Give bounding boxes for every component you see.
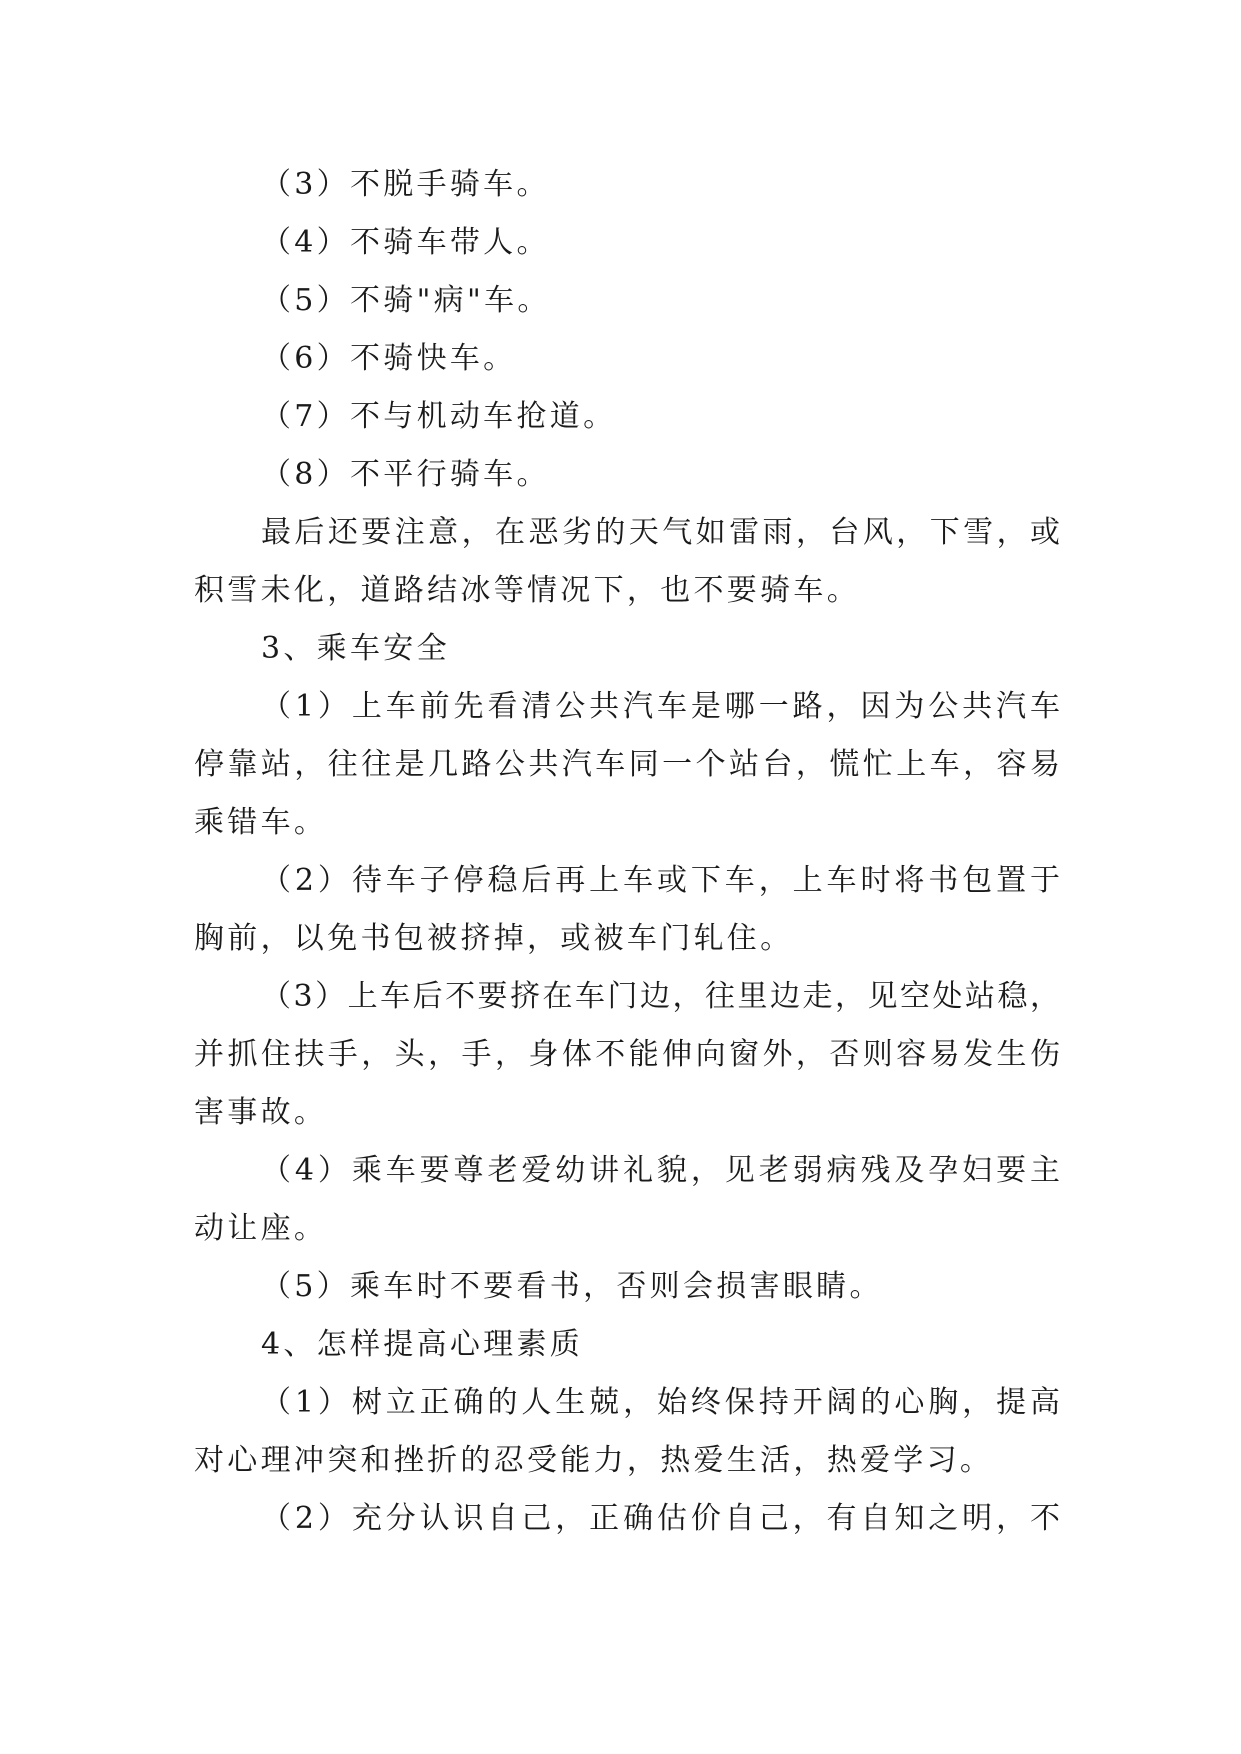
mental-item-1-line-1: （1）树立正确的人生兢，始终保持开阔的心胸，提高 <box>261 1385 1060 1420</box>
mental-item-2-line-1: （2）充分认识自己，正确估价自己，有自知之明，不 <box>261 1501 1060 1536</box>
mental-item-1-line-2: 对心理冲突和挫折的忍受能力，热爱生活，热爱学习。 <box>194 1443 994 1478</box>
section-heading-mental-quality: 4、怎样提高心理素质 <box>261 1327 584 1362</box>
section-heading-riding-safety: 3、乘车安全 <box>261 631 450 666</box>
riding-item-1-line-3: 乘错车。 <box>194 805 328 840</box>
cycling-rule-7: （7）不与机动车抢道。 <box>261 399 617 434</box>
riding-item-1-line-1: （1）上车前先看清公共汽车是哪一路，因为公共汽车 <box>261 689 1060 724</box>
cycling-closing-note-line-2: 积雪未化，道路结冰等情况下，也不要骑车。 <box>194 573 860 608</box>
riding-item-2-line-2: 胸前，以免书包被挤掉，或被车门轧住。 <box>194 921 794 956</box>
cycling-closing-note-line-1: 最后还要注意，在恶劣的天气如雷雨，台风，下雪，或 <box>261 515 1060 550</box>
riding-item-4-line-1: （4）乘车要尊老爱幼讲礼貌，见老弱病残及孕妇要主 <box>261 1153 1060 1188</box>
cycling-rule-8: （8）不平行骑车。 <box>261 457 550 492</box>
riding-item-3-line-2: 并抓住扶手，头，手，身体不能伸向窗外，否则容易发生伤 <box>194 1037 1060 1072</box>
riding-item-3-line-1: （3）上车后不要挤在车门边，往里边走，见空处站稳， <box>261 979 1060 1014</box>
riding-item-2-line-1: （2）待车子停稳后再上车或下车，上车时将书包置于 <box>261 863 1060 898</box>
riding-item-3-line-3: 害事故。 <box>194 1095 328 1130</box>
cycling-rule-6: （6）不骑快车。 <box>261 341 517 376</box>
riding-item-5-line-1: （5）乘车时不要看书，否则会损害眼睛。 <box>261 1269 883 1304</box>
cycling-rule-4: （4）不骑车带人。 <box>261 225 550 260</box>
cycling-rule-5: （5）不骑"病"车。 <box>261 283 551 318</box>
riding-item-4-line-2: 动让座。 <box>194 1211 328 1246</box>
cycling-rule-3: （3）不脱手骑车。 <box>261 167 550 202</box>
riding-item-1-line-2: 停靠站，往往是几路公共汽车同一个站台，慌忙上车，容易 <box>194 747 1060 782</box>
